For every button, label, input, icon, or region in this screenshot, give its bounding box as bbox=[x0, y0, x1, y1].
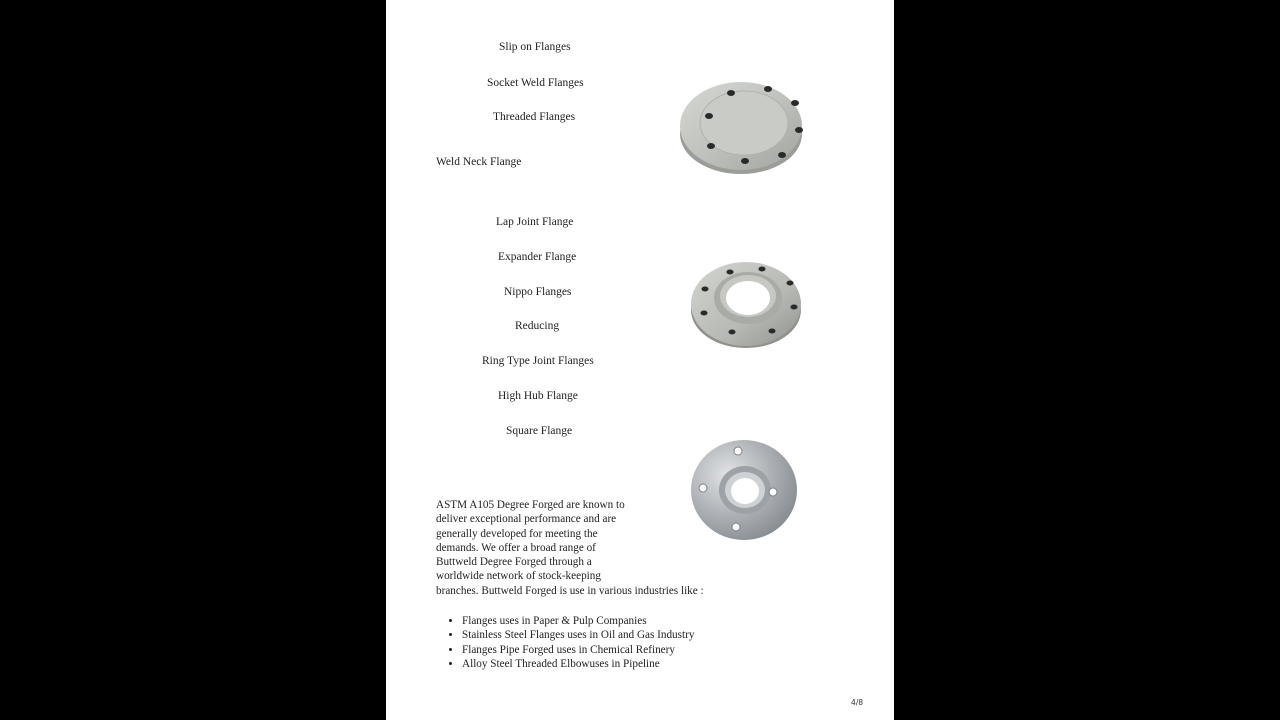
flange-type-weld-neck: Weld Neck Flange bbox=[436, 156, 522, 168]
flange-type-reducing: Reducing bbox=[515, 320, 560, 332]
description-line: worldwide network of stock-keeping bbox=[436, 570, 601, 583]
list-item: • Stainless Steel Flanges uses in Oil and Gas Industry bbox=[462, 628, 694, 642]
page-indicator: 4/8 bbox=[851, 698, 864, 707]
blind-flange-image bbox=[678, 78, 804, 178]
description-paragraph bbox=[436, 498, 726, 598]
flange-type-nippo: Nippo Flanges bbox=[504, 286, 572, 298]
description-line: branches. Buttweld Forged is use in various industries like : bbox=[436, 584, 704, 597]
list-item: • Flanges uses in Paper & Pulp Companies bbox=[462, 614, 694, 628]
description-line: Buttweld Degree Forged through a bbox=[436, 556, 592, 569]
flange-type-expander: Expander Flange bbox=[498, 251, 577, 263]
industry-uses-list bbox=[444, 614, 694, 671]
list-item: • Flanges Pipe Forged uses in Chemical Refinery bbox=[462, 643, 694, 657]
flange-type-socket-weld: Socket Weld Flanges bbox=[487, 77, 584, 89]
flange-type-high-hub: High Hub Flange bbox=[498, 390, 578, 402]
document-page bbox=[386, 0, 894, 720]
description-line: ASTM A105 Degree Forged are known to bbox=[436, 499, 625, 511]
flange-type-square: Square Flange bbox=[506, 425, 573, 437]
description-line: deliver exceptional performance and are bbox=[436, 513, 617, 526]
flange-type-slip-on: Slip on Flanges bbox=[499, 41, 571, 53]
slip-on-flange-image bbox=[688, 258, 806, 354]
flange-type-lap-joint: Lap Joint Flange bbox=[496, 216, 574, 228]
flange-type-ring-type-joint: Ring Type Joint Flanges bbox=[482, 355, 594, 367]
description-line: generally developed for meeting the bbox=[436, 527, 598, 540]
description-line: demands. We offer a broad range of bbox=[436, 541, 596, 554]
flange-type-threaded: Threaded Flanges bbox=[493, 111, 576, 123]
list-item: • Alloy Steel Threaded Elbowuses in Pipeline bbox=[462, 657, 694, 671]
